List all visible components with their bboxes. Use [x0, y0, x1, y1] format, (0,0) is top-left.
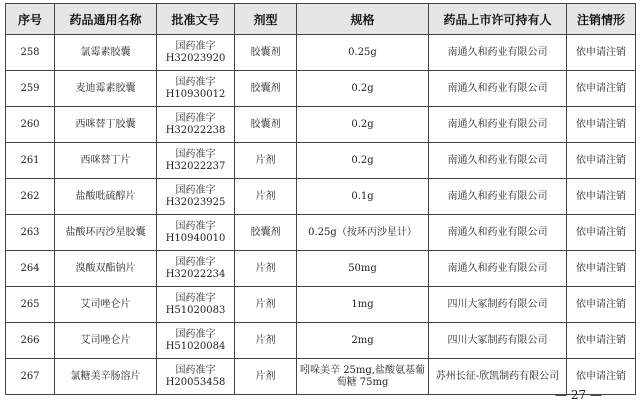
- header-drug-name: 药品通用名称: [55, 4, 157, 35]
- license-holder: 南通久和药业有限公司: [429, 251, 567, 287]
- drug-name: 麦迪霉素胶囊: [55, 71, 157, 107]
- table-header-row: [6, 4, 636, 35]
- approval-code: H32023925: [165, 196, 226, 208]
- cancellation-status: 依申请注销: [567, 323, 636, 359]
- license-holder: 南通久和药业有限公司: [429, 35, 567, 71]
- specification: 0.2g: [297, 71, 429, 107]
- row-number: 261: [6, 143, 55, 179]
- table-row: [6, 143, 636, 179]
- approval-code: H51020084: [165, 340, 226, 352]
- approval-code: H51020083: [165, 304, 226, 316]
- specification: 0.2g: [297, 107, 429, 143]
- approval-prefix: 国药准字: [175, 364, 216, 376]
- cancellation-status: 依申请注销: [567, 359, 636, 395]
- approval-number: [157, 71, 235, 107]
- cancellation-status: 依申请注销: [567, 71, 636, 107]
- dosage-form: 胶囊剂: [235, 35, 297, 71]
- row-number: 267: [6, 359, 55, 395]
- dosage-form: 胶囊剂: [235, 71, 297, 107]
- cancellation-status: 依申请注销: [567, 143, 636, 179]
- approval-prefix: 国药准字: [175, 328, 216, 340]
- drug-name: 盐酸环丙沙星胶囊: [55, 215, 157, 251]
- approval-prefix: 国药准字: [175, 256, 216, 268]
- approval-number: [157, 251, 235, 287]
- header-cancellation-status: 注销情形: [567, 4, 636, 35]
- approval-number: [157, 107, 235, 143]
- page-number: — 27 —: [555, 388, 602, 402]
- dosage-form: 片剂: [235, 287, 297, 323]
- table-row: [6, 251, 636, 287]
- approval-code: H32023920: [165, 52, 226, 64]
- dosage-form: 片剂: [235, 179, 297, 215]
- table-row: [6, 71, 636, 107]
- row-number: 262: [6, 179, 55, 215]
- drug-name: 溴酸双酯钠片: [55, 251, 157, 287]
- specification: 吲哚美辛 25mg,盐酸氨基葡萄糖 75mg: [297, 359, 429, 395]
- approval-number: [157, 143, 235, 179]
- header-dosage-form: 剂型: [235, 4, 297, 35]
- approval-number: [157, 179, 235, 215]
- approval-prefix: 国药准字: [175, 220, 216, 232]
- row-number: 263: [6, 215, 55, 251]
- drug-name: 盐酸吡硫醇片: [55, 179, 157, 215]
- cancellation-status: 依申请注销: [567, 251, 636, 287]
- drug-name: 西咪替丁胶囊: [55, 107, 157, 143]
- header-license-holder: 药品上市许可持有人: [429, 4, 567, 35]
- specification: 0.25g（按环丙沙星计）: [297, 215, 429, 251]
- row-number: 259: [6, 71, 55, 107]
- license-holder: 南通久和药业有限公司: [429, 215, 567, 251]
- cancellation-status: 依申请注销: [567, 179, 636, 215]
- drug-name: 艾司唑仑片: [55, 287, 157, 323]
- dosage-form: 片剂: [235, 251, 297, 287]
- table-row: [6, 179, 636, 215]
- row-number: 260: [6, 107, 55, 143]
- approval-prefix: 国药准字: [175, 76, 216, 88]
- approval-number: [157, 323, 235, 359]
- approval-number: [157, 359, 235, 395]
- specification: 50mg: [297, 251, 429, 287]
- specification: 0.25g: [297, 35, 429, 71]
- approval-number: [157, 287, 235, 323]
- cancellation-status: 依申请注销: [567, 287, 636, 323]
- drug-name: 氯糖美辛肠溶片: [55, 359, 157, 395]
- row-number: 264: [6, 251, 55, 287]
- dosage-form: 胶囊剂: [235, 215, 297, 251]
- license-holder: 四川大冢制药有限公司: [429, 323, 567, 359]
- row-number: 266: [6, 323, 55, 359]
- drug-name: 氯霉素胶囊: [55, 35, 157, 71]
- drug-name: 艾司唑仑片: [55, 323, 157, 359]
- header-number: 序号: [6, 4, 55, 35]
- table-row: [6, 287, 636, 323]
- approval-code: H10930012: [165, 88, 226, 100]
- approval-code: H32022238: [165, 124, 226, 136]
- approval-prefix: 国药准字: [175, 148, 216, 160]
- approval-code: H32022237: [165, 160, 226, 172]
- specification: 0.1g: [297, 179, 429, 215]
- specification: 2mg: [297, 323, 429, 359]
- approval-code: H20053458: [165, 376, 226, 388]
- table-row: [6, 107, 636, 143]
- license-holder: 四川大冢制药有限公司: [429, 287, 567, 323]
- dosage-form: 片剂: [235, 359, 297, 395]
- approval-number: [157, 215, 235, 251]
- approval-prefix: 国药准字: [175, 40, 216, 52]
- cancellation-status: 依申请注销: [567, 35, 636, 71]
- license-holder: 南通久和药业有限公司: [429, 107, 567, 143]
- specification: 1mg: [297, 287, 429, 323]
- header-approval-number: 批准文号: [157, 4, 235, 35]
- approval-prefix: 国药准字: [175, 112, 216, 124]
- row-number: 258: [6, 35, 55, 71]
- dosage-form: 片剂: [235, 323, 297, 359]
- license-holder: 南通久和药业有限公司: [429, 71, 567, 107]
- approval-prefix: 国药准字: [175, 292, 216, 304]
- license-holder: 南通久和药业有限公司: [429, 179, 567, 215]
- approval-code: H32022234: [165, 268, 226, 280]
- drug-table: [5, 3, 636, 395]
- drug-name: 西咪替丁片: [55, 143, 157, 179]
- row-number: 265: [6, 287, 55, 323]
- dosage-form: 胶囊剂: [235, 107, 297, 143]
- dosage-form: 片剂: [235, 143, 297, 179]
- table-row: [6, 323, 636, 359]
- approval-prefix: 国药准字: [175, 184, 216, 196]
- license-holder: 南通久和药业有限公司: [429, 143, 567, 179]
- table-row: [6, 35, 636, 71]
- cancellation-status: 依申请注销: [567, 107, 636, 143]
- table-row: [6, 215, 636, 251]
- table-row: [6, 359, 636, 395]
- header-specification: 规格: [297, 4, 429, 35]
- approval-code: H10940010: [165, 232, 226, 244]
- license-holder: 苏州长征-欣凯制药有限公司: [429, 359, 567, 395]
- cancellation-status: 依申请注销: [567, 215, 636, 251]
- approval-number: [157, 35, 235, 71]
- specification: 0.2g: [297, 143, 429, 179]
